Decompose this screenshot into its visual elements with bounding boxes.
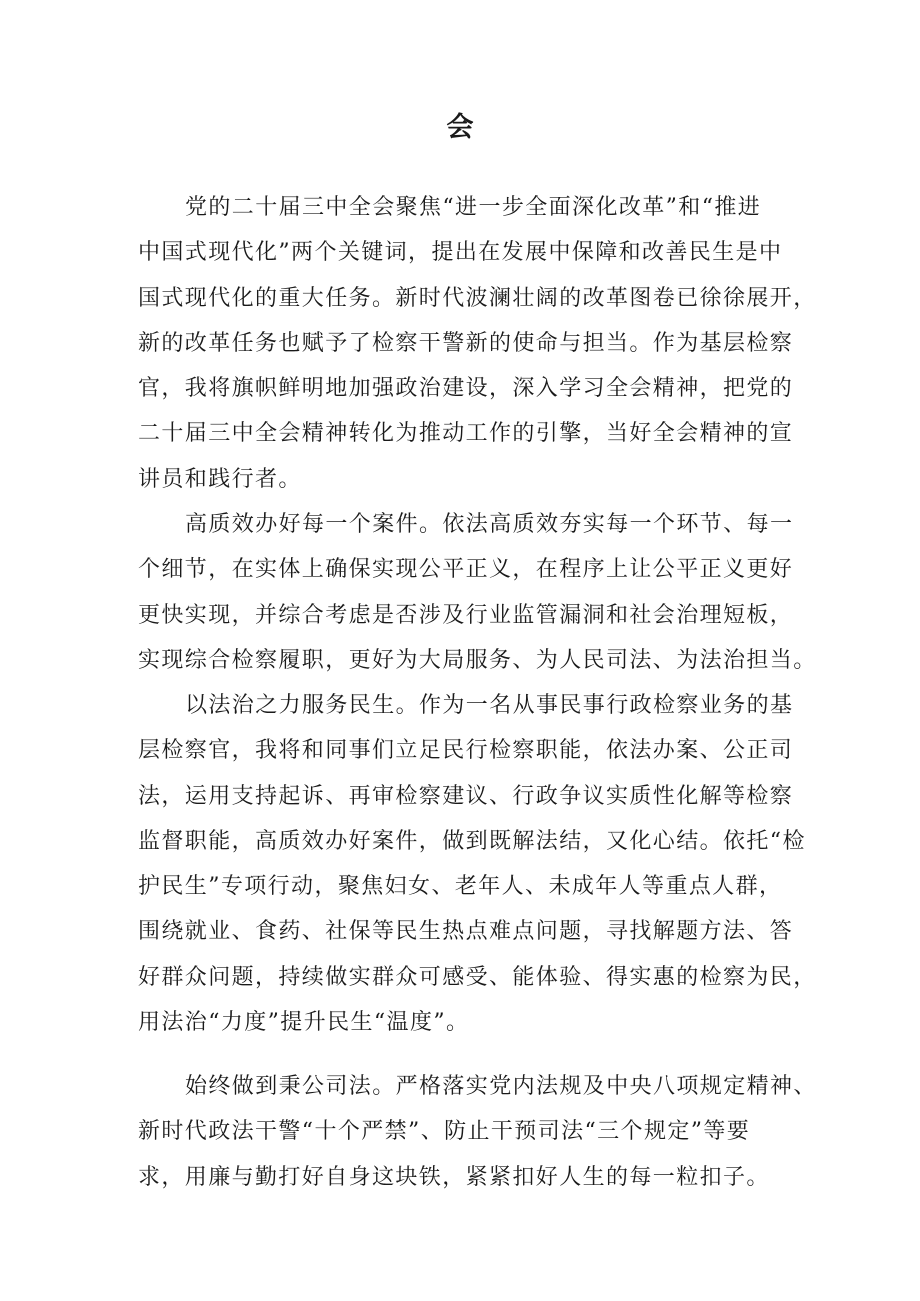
text-line: 以法治之力服务民生。作为一名从事民事行政检察业务的基 [185,693,794,718]
text-line: 国式现代化的重大任务。新时代波澜壮阔的改革图卷已徐徐展开， [138,285,817,311]
text-line: 层检察官，我将和同事们立足民行检察职能，依法办案、公正司 [138,738,794,764]
text-line: 围绕就业、食药、社保等民生热点难点问题，寻找解题方法、答 [138,919,794,945]
text-line: 实现综合检察履职，更好为大局服务、为人民司法、为法治担当。 [138,647,817,673]
text-line: 用法治“力度”提升民生“温度”。 [138,1010,470,1036]
text-line: 讲员和践行者。 [138,466,302,492]
text-line: 官，我将旗帜鲜明地加强政治建设，深入学习全会精神，把党的 [138,376,794,402]
text-line: 个细节，在实体上确保实现公平正义，在程序上让公平正义更好 [138,557,794,583]
text-line: 党的二十届三中全会聚焦“进一步全面深化改革”和“推进 [185,195,762,220]
page-title: 会 [446,112,474,143]
text-line: 好群众问题，持续做实群众可感受、能体验、得实惠的检察为民， [138,964,817,990]
text-line: 护民生”专项行动，聚焦妇女、老年人、未成年人等重点人群， [138,874,783,900]
text-line: 始终做到秉公司法。严格落实党内法规及中央八项规定精神、 [185,1074,817,1099]
text-line: 中国式现代化”两个关键词，提出在发展中保障和改善民生是中 [138,240,783,266]
text-line: 更快实现，并综合考虑是否涉及行业监管漏洞和社会治理短板， [138,602,794,628]
paragraph-4 [138,1064,817,1200]
text-line: 法，运用支持起诉、再审检察建议、行政争议实质性化解等检察 [138,783,794,809]
text-line: 求，用廉与勤打好自身这块铁，紧紧扣好人生的每一粒扣子。 [138,1164,770,1190]
text-line: 新时代政法干警“十个严禁”、防止干预司法“三个规定”等要 [138,1119,751,1145]
text-line: 二十届三中全会精神转化为推动工作的引擎，当好全会精神的宣 [138,421,794,447]
text-line: 新的改革任务也赋予了检察干警新的使命与担当。作为基层检察 [138,330,794,356]
paragraph-2 [138,502,817,683]
text-line: 高质效办好每一个案件。依法高质效夯实每一个环节、每一 [185,512,794,537]
paragraph-3 [138,683,817,1045]
text-line: 监督职能，高质效办好案件，做到既解法结，又化心结。依托“检 [138,828,806,854]
paragraph-1 [138,185,817,502]
